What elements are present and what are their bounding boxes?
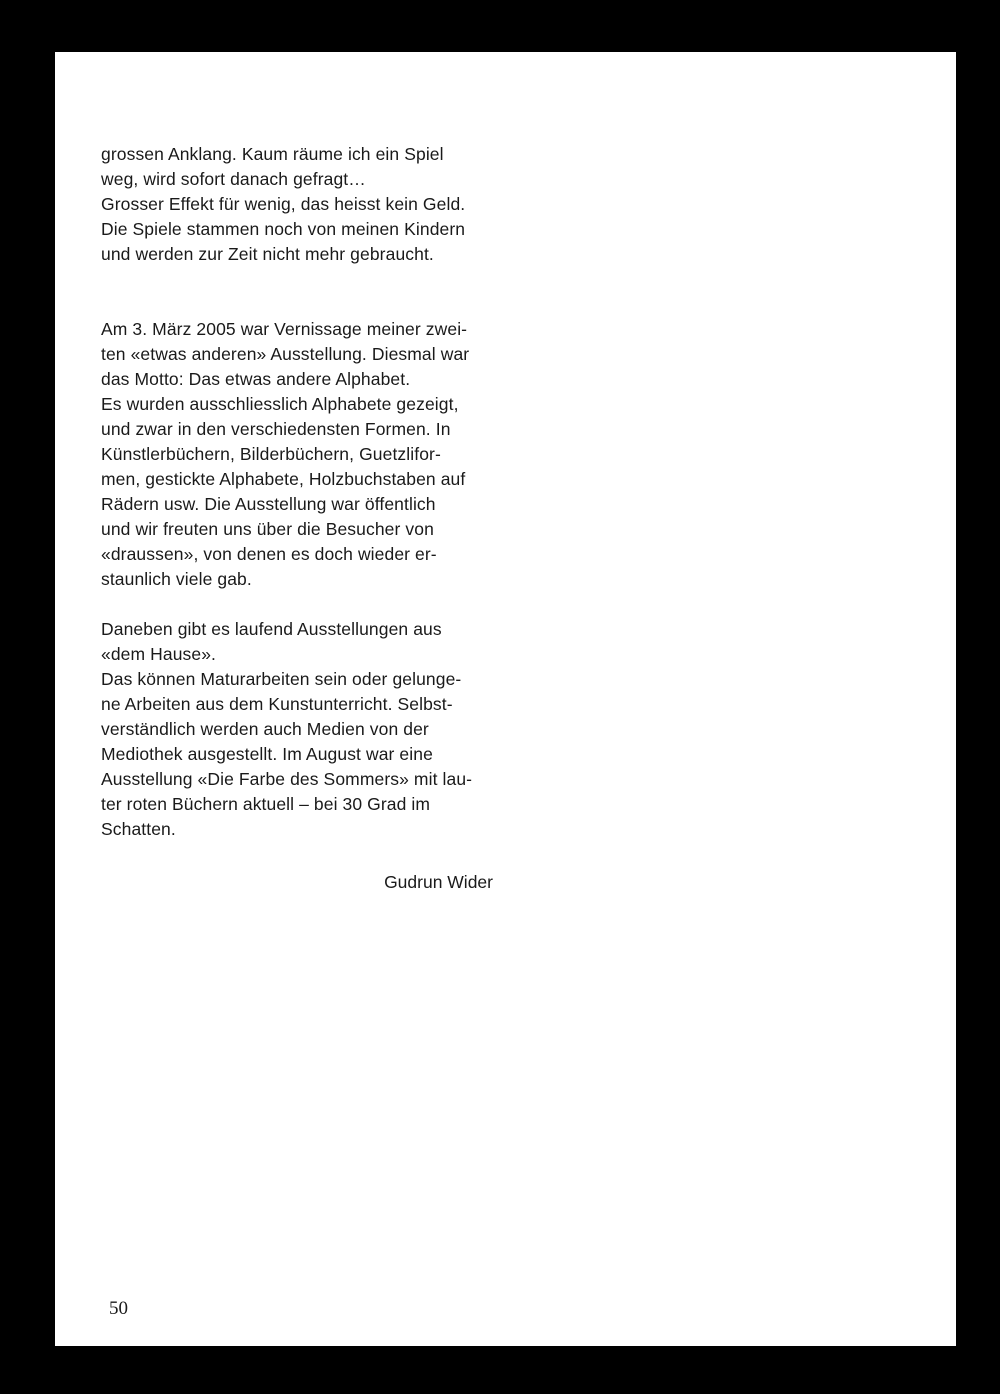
paragraph-spacer	[101, 267, 493, 317]
article-paragraph-house-exhibitions: Daneben gibt es laufend Ausstellungen aus «dem Hause». Das können Maturarbeiten sein oder gelunge- ne Arbeiten aus dem Kunstunterricht. Selbst- verständlich werden auch Medien von der Mediothek ausgestellt. Im August war eine Ausstellung «Die Farbe des Sommers» mit lau- ter roten Büchern aktuell – bei 30 Grad im Schatten.	[101, 619, 473, 839]
paragraph-spacer	[101, 592, 493, 617]
page-number: 50	[109, 1298, 128, 1319]
author-signature: Gudrun Wider	[384, 872, 493, 892]
article-text-column	[101, 142, 493, 842]
article-paragraph-alphabet-exhibition: Am 3. März 2005 war Vernissage meiner zwei- ten «etwas anderen» Ausstellung. Diesmal war das Motto: Das etwas andere Alphabet. Es wurden ausschliesslich Alphabete gezeigt, und zwar in den verschiedensten Formen. In Künstlerbüchern, Bilderbüchern, Guetzlifor- men, gestickte Alphabete, Holzbuchstaben auf Rädern usw. Die Ausstellung war öffentlich und wir freuten uns über die Besucher von «draussen», von denen es doch wieder er- staunlich viele gab.	[101, 319, 470, 589]
document-page	[55, 52, 956, 1346]
article-paragraph-games: grossen Anklang. Kaum räume ich ein Spiel weg, wird sofort danach gefragt… Grosser Effekt für wenig, das heisst kein Geld. Die Spiele stammen noch von meinen Kindern und werden zur Zeit nicht mehr gebraucht.	[101, 144, 466, 264]
